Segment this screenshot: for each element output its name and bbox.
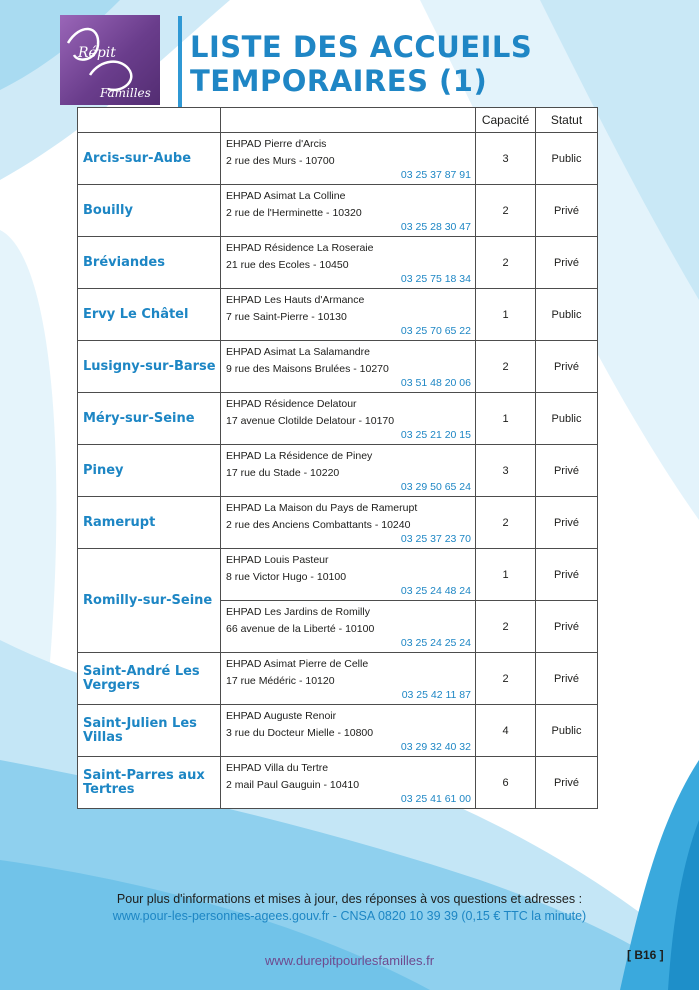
commune-cell: Ervy Le Châtel [78,289,221,341]
etablissement-name: EHPAD Résidence La Roseraie [226,242,374,254]
etablissement-cell [221,185,476,237]
etablissement-cell [221,393,476,445]
etablissement-cell [221,341,476,393]
logo [60,15,160,105]
commune-cell: Méry-sur-Seine [78,393,221,445]
commune-cell: Lusigny-sur-Barse [78,341,221,393]
footer-info-text: Pour plus d'informations et mises à jour, des réponses à vos questions et adresses : [116,892,583,906]
etablissement-name: EHPAD La Maison du Pays de Ramerupt [226,502,418,514]
capacity-cell: 6 [476,757,536,809]
capacity-cell: 2 [476,341,536,393]
table-row [78,653,598,705]
title-accent-bar [178,16,182,108]
etablissement-name: EHPAD Auguste Renoir [226,710,337,722]
status-cell: Privé [536,185,598,237]
table-row [78,133,598,185]
commune-cell: Arcis-sur-Aube [78,133,221,185]
etablissement-name: EHPAD Les Jardins de Romilly [226,606,370,618]
etablissement-address: 2 rue des Murs - 10700 [226,155,335,167]
etablissement-address: 2 mail Paul Gauguin - 10410 [226,779,360,791]
etablissement-cell [221,445,476,497]
capacity-cell: 2 [476,237,536,289]
status-cell: Privé [536,653,598,705]
capacity-cell: 2 [476,601,536,653]
etablissement-name: EHPAD Louis Pasteur [226,554,329,566]
page-title-line2: TEMPORAIRES (1) [190,64,488,98]
table-row [78,341,598,393]
table-row [78,705,598,757]
commune-cell: Romilly-sur-Seine [78,549,221,653]
logo-emblem [60,15,160,105]
capacity-cell: 1 [476,289,536,341]
etablissement-name: EHPAD Résidence Delatour [226,398,357,410]
etablissement-phone: 03 51 48 20 06 [400,377,471,389]
status-cell: Privé [536,601,598,653]
etablissement-cell [221,757,476,809]
etablissement-phone: 03 25 28 30 47 [400,221,471,233]
table-row [78,289,598,341]
etablissement-address: 9 rue des Maisons Brulées - 10270 [226,363,389,375]
etablissement-phone: 03 25 70 65 22 [400,325,471,337]
logo-line1: Répit [78,45,116,61]
status-cell: Public [536,705,598,757]
commune-cell: Bouilly [78,185,221,237]
etablissement-name: EHPAD Asimat Pierre de Celle [226,658,369,670]
etablissement-cell [221,289,476,341]
etablissement-cell [221,705,476,757]
etablissement-name: EHPAD Asimat La Colline [226,190,346,202]
table-row [78,393,598,445]
etablissement-phone: 03 25 21 20 15 [400,429,471,441]
table-row [78,757,598,809]
table-row [78,549,598,601]
header-etablissement [221,108,476,133]
commune-cell: Ramerupt [78,497,221,549]
table-row [78,237,598,289]
etablissement-phone: 03 25 37 23 70 [400,533,471,545]
status-cell: Privé [536,237,598,289]
etablissement-phone: 03 25 24 25 24 [400,637,471,649]
etablissement-name: EHPAD Asimat La Salamandre [226,346,370,358]
etablissement-phone: 03 25 75 18 34 [400,273,471,285]
etablissement-address: 2 rue de l'Herminette - 10320 [226,207,362,219]
etablissement-name: EHPAD La Résidence de Piney [226,450,373,462]
etablissement-cell [221,549,476,601]
etablissement-cell [221,133,476,185]
table-row [78,185,598,237]
etablissement-address: 7 rue Saint-Pierre - 10130 [226,311,347,323]
capacity-cell: 4 [476,705,536,757]
capacity-cell: 3 [476,445,536,497]
etablissement-name: EHPAD Les Hauts d'Armance [226,294,365,306]
commune-cell: Saint-André Les Vergers [78,653,221,705]
etablissement-phone: 03 25 37 87 91 [400,169,471,181]
etablissement-cell [221,601,476,653]
etablissement-phone: 03 25 42 11 87 [401,689,471,701]
table-row [78,497,598,549]
etablissement-phone: 03 25 24 48 24 [400,585,471,597]
etablissement-phone: 03 29 50 65 24 [400,481,471,493]
etablissement-address: 17 avenue Clotilde Delatour - 10170 [226,415,395,427]
capacity-cell: 3 [476,133,536,185]
footer-info-link[interactable]: www.pour-les-personnes-agees.gouv.fr - CNSA 0820 10 39 39 (0,15 € TTC la minute) [112,909,587,923]
status-cell: Privé [536,497,598,549]
header-statut: Statut [536,108,598,133]
status-cell: Public [536,133,598,185]
etablissement-address: 2 rue des Anciens Combattants - 10240 [226,519,411,531]
commune-cell: Piney [78,445,221,497]
header-capacite: Capacité [476,108,536,133]
capacity-cell: 2 [476,497,536,549]
status-cell: Privé [536,757,598,809]
table-row [78,445,598,497]
logo-line2: Familles [100,86,151,100]
status-cell: Public [536,393,598,445]
table-header-row [78,108,598,133]
etablissement-cell [221,237,476,289]
etablissement-address: 17 rue du Stade - 10220 [226,467,340,479]
commune-cell: Saint-Julien Les Villas [78,705,221,757]
page-title [190,30,610,98]
etablissement-cell [221,497,476,549]
etablissement-phone: 03 29 32 40 32 [400,741,471,753]
etablissement-cell [221,653,476,705]
etablissement-address: 21 rue des Ecoles - 10450 [226,259,349,271]
etablissement-address: 17 rue Médéric - 10120 [226,675,335,687]
page-title-line1: LISTE DES ACCUEILS [190,30,533,64]
etablissement-address: 3 rue du Docteur Mielle - 10800 [226,727,374,739]
status-cell: Privé [536,549,598,601]
capacity-cell: 1 [476,549,536,601]
etablissement-address: 8 rue Victor Hugo - 10100 [226,571,347,583]
etablissement-phone: 03 25 41 61 00 [400,793,471,805]
status-cell: Public [536,289,598,341]
etablissement-name: EHPAD Pierre d'Arcis [226,138,327,150]
page-number: [ B16 ] [627,948,664,962]
commune-cell: Saint-Parres aux Tertres [78,757,221,809]
status-cell: Privé [536,445,598,497]
status-cell: Privé [536,341,598,393]
etablissement-name: EHPAD Villa du Tertre [226,762,329,774]
etablissement-address: 66 avenue de la Liberté - 10100 [226,623,375,635]
capacity-cell: 2 [476,185,536,237]
capacity-cell: 2 [476,653,536,705]
commune-cell: Bréviandes [78,237,221,289]
header-commune [78,108,221,133]
capacity-cell: 1 [476,393,536,445]
accueils-table [77,107,598,809]
website-link[interactable]: www.durepitpourlesfamilles.fr [264,953,435,968]
